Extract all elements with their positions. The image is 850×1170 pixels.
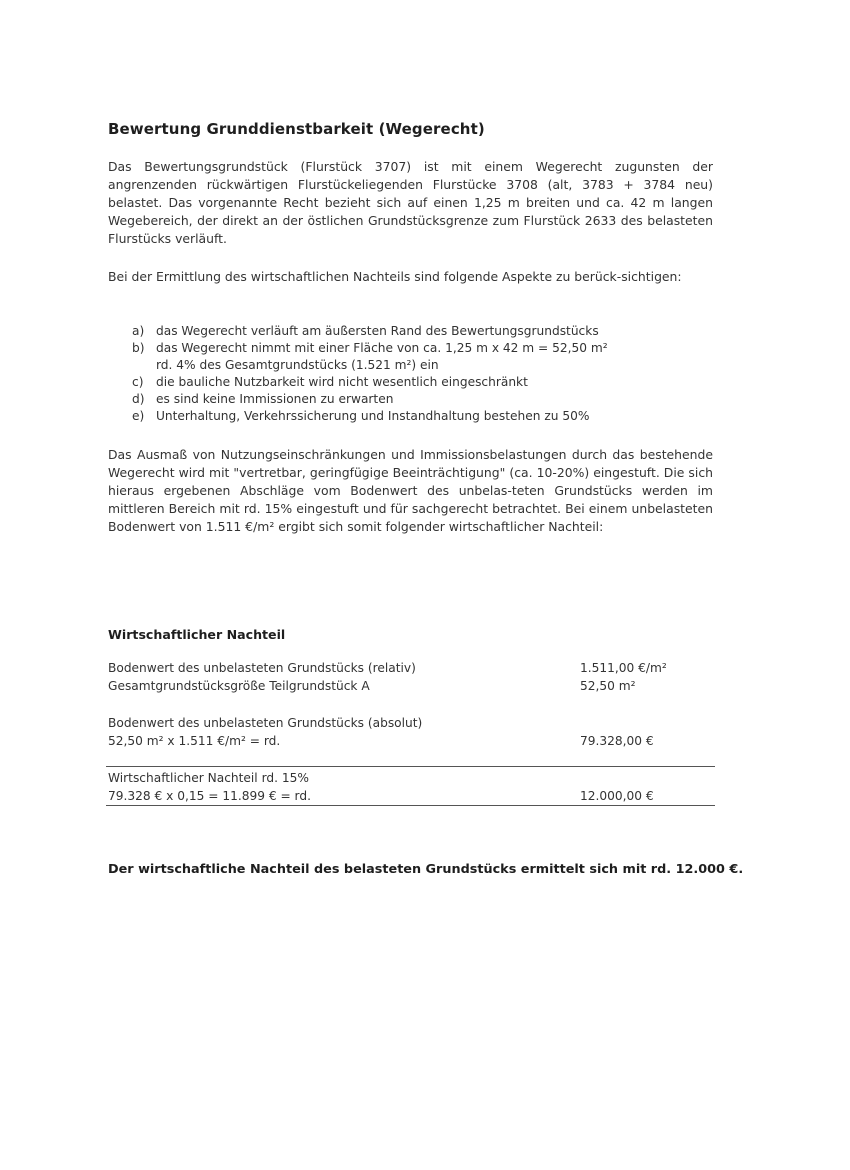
aspects-intro-paragraph: Bei der Ermittlung des wirtschaftlichen Nachteils sind folgende Aspekte zu berück-sichtigen:: [108, 269, 682, 284]
calculation-title: Wirtschaftlicher Nachteil: [108, 627, 286, 642]
list-item-text: das Wegerecht verläuft am äußersten Rand des Bewertungsgrundstücks: [156, 324, 599, 338]
list-marker: e): [132, 409, 145, 423]
calc-label: Bodenwert des unbelasteten Grundstücks (relativ): [108, 661, 416, 675]
calc-row: [108, 660, 713, 677]
calc-value: 52,50 m²: [580, 679, 636, 693]
list-item-text: Unterhaltung, Verkehrssicherung und Instandhaltung bestehen zu 50%: [156, 409, 590, 423]
list-item: [132, 340, 712, 374]
list-item-text: es sind keine Immissionen zu erwarten: [156, 392, 394, 406]
list-marker: d): [132, 392, 145, 406]
intro-paragraph: Das Bewertungsgrundstück (Flurstück 3707) ist mit einem Wegerecht zugunsten der angrenzenden rückwärtigen Flurstückeliegenden Flurstücke 3708 (alt, 3783 + 3784 neu) belastet. Das vorgenannte Recht bezieht sich auf einen 1,25 m breiten und ca. 42 m langen Wegebereich, der direkt an der östlichen Grundstücksgrenze zum Flurstück 2633 des belasteten Flurstücks verläuft.: [108, 159, 713, 246]
list-marker: b): [132, 341, 145, 355]
list-item: [132, 408, 712, 425]
assessment-paragraph: Das Ausmaß von Nutzungseinschränkungen und Immissionsbelastungen durch das bestehende Wegerecht wird mit "vertretbar, geringfügige Beeinträchtigung" (ca. 10-20%) eingestuft. Die sich hieraus ergebenen Abschläge vom Bodenwert des unbelas-teten Grundstücks werden im mittleren Bereich mit rd. 15% eingestuft und für sachgerecht betrachtet. Bei einem unbelasteten Bodenwert von 1.511 €/m² ergibt sich somit folgender wirtschaftlicher Nachteil:: [108, 447, 713, 534]
calc-row: [108, 678, 713, 695]
divider-line: [106, 766, 715, 767]
summary-statement: Der wirtschaftliche Nachteil des belasteten Grundstücks ermittelt sich mit rd. 12.000 €.: [108, 862, 744, 877]
list-marker: c): [132, 375, 144, 389]
calc-row: [108, 715, 713, 732]
list-item: [132, 374, 712, 391]
list-item: [132, 323, 712, 340]
calc-label: Gesamtgrundstücksgröße Teilgrundstück A: [108, 679, 370, 693]
calc-value: 79.328,00 €: [580, 734, 654, 748]
calc-row: [108, 788, 713, 805]
divider-line: [106, 805, 715, 806]
calc-row: [108, 770, 713, 787]
aspects-list: [132, 323, 712, 425]
calc-row: [108, 733, 713, 750]
calc-label: Wirtschaftlicher Nachteil rd. 15%: [108, 771, 309, 785]
list-item-text: die bauliche Nutzbarkeit wird nicht wesentlich eingeschränkt: [156, 375, 528, 389]
calc-value: 1.511,00 €/m²: [580, 661, 667, 675]
list-item: [132, 391, 712, 408]
calc-label: Bodenwert des unbelasteten Grundstücks (absolut): [108, 716, 423, 730]
section-heading: Bewertung Grunddienstbarkeit (Wegerecht): [108, 120, 485, 138]
list-item-line: das Wegerecht nimmt mit einer Fläche von ca. 1,25 m x 42 m = 52,50 m²: [156, 341, 608, 355]
list-item-line: rd. 4% des Gesamtgrundstücks (1.521 m²) ein: [156, 358, 439, 372]
list-item-text: [156, 340, 712, 374]
list-marker: a): [132, 324, 145, 338]
calc-label: 52,50 m² x 1.511 €/m² = rd.: [108, 734, 281, 748]
calc-value: 12.000,00 €: [580, 789, 654, 803]
calc-label: 79.328 € x 0,15 = 11.899 € = rd.: [108, 789, 311, 803]
